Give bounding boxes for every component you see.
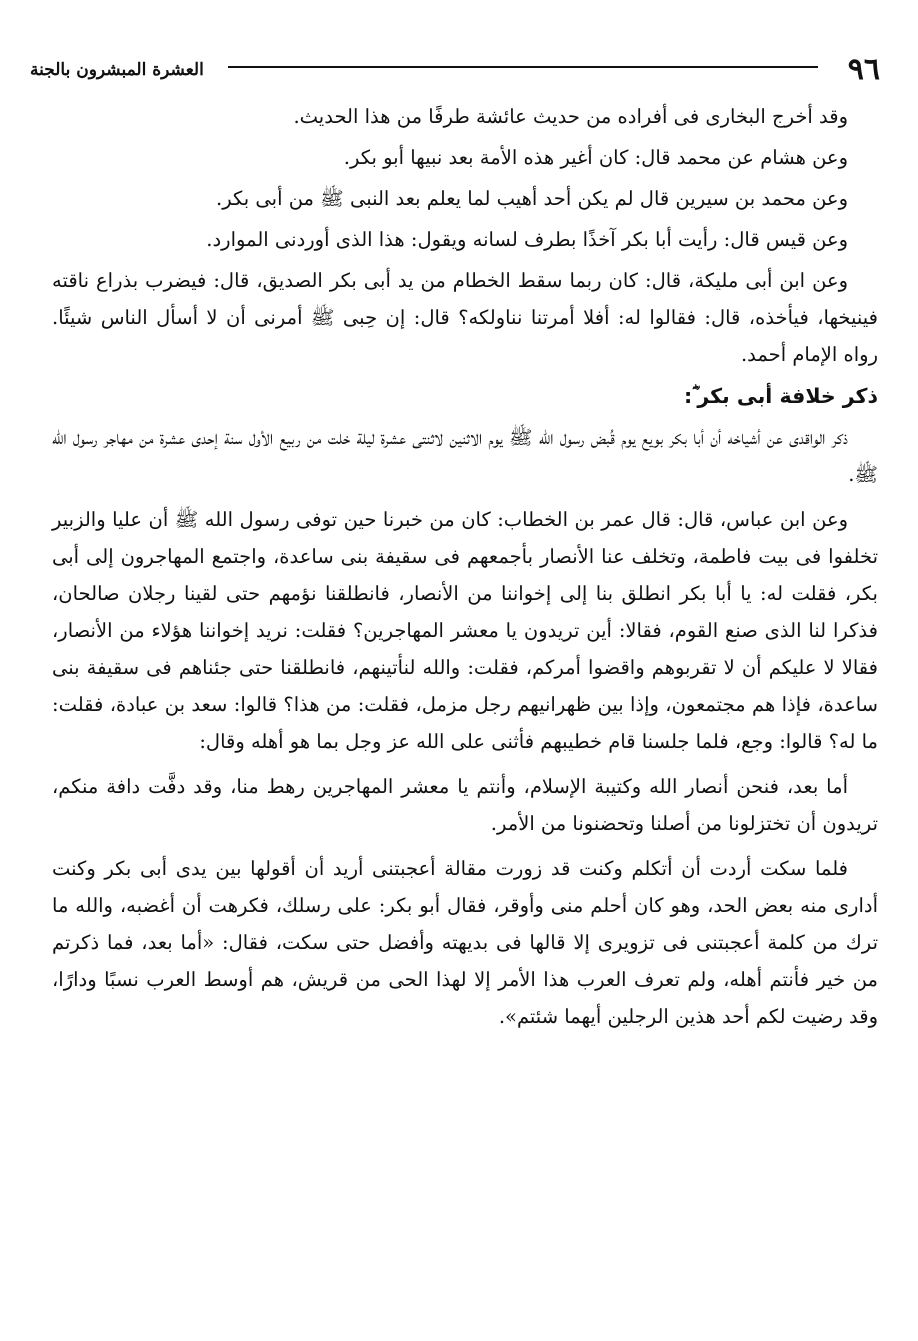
- running-title: العشرة المبشرون بالجنة: [30, 60, 204, 80]
- page-header: [30, 52, 880, 88]
- paragraph: وعن ابن عباس، قال: قال عمر بن الخطاب: كان من خبرنا حين توفى رسول الله ﷺ أن عليا والزبير تخلفوا فى بيت فاطمة، وتخلف عنا الأنصار بأجمعهم فى سقيفة بنى ساعدة، واجتمع المهاجرون إلى أبى بكر، فقلت له: يا أبا بكر انطلق بنا إلى إخواننا من الأنصار، فانطلقنا نؤمهم حتى لقينا رجلان صالحان، فذكرا لنا الذى صنع القوم، فقالا: أين تريدون يا معشر المهاجرين؟ فقلت: نريد إخواننا هؤلاء من الأنصار، فقالا لا عليكم أن لا تقربوهم واقضوا أمركم، فقلت: والله لنأتينهم، فانطلقنا حتى جئناهم فى سقيفة بنى ساعدة، فإذا هم مجتمعون، وإذا بين ظهرانيهم رجل مزمل، فقلت: من هذا؟ قالوا: سعد بن عبادة، فقلت: ما له؟ قالوا: وجع، فلما جلسنا قام خطيبهم فأثنى على الله عز وجل بما هو أهله وقال:: [52, 508, 878, 753]
- paragraph: وعن محمد بن سيرين قال لم يكن أحد أهيب لما يعلم بعد النبى ﷺ من أبى بكر.: [216, 187, 848, 210]
- section-heading: ذكر خلافة أبى بكر ؓ:: [684, 384, 878, 408]
- header-rule: [228, 66, 818, 68]
- paragraph: وعن قيس قال: رأيت أبا بكر آخذًا بطرف لسانه ويقول: هذا الذى أوردنى الموارد.: [206, 228, 848, 251]
- paragraph: وعن ابن أبى مليكة، قال: كان ربما سقط الخطام من يد أبى بكر الصديق، قال: فيضرب بذراع ناقته فينيخها، فيأخذه، قال: فقالوا له: أفلا أمرتنا نناولكه؟ قال: إن حِبى ﷺ أمرنى أن لا أسأل الناس شيئًا. رواه الإمام أحمد.: [52, 269, 878, 366]
- page-body: [52, 98, 878, 1035]
- paragraph: ذكر الواقدى عن أشياخه أن أبا بكر بويع يوم قُبض رسول الله ﷺ يوم الاثنين لاثنتى عشرة ليلة خلت من ربيع الأول سنة إحدى عشرة من مهاجر رسول الله ﷺ.: [52, 426, 878, 486]
- page-number: ٩٦: [847, 52, 880, 87]
- paragraph: وقد أخرج البخارى فى أفراده من حديث عائشة طرفًا من هذا الحديث.: [293, 105, 848, 128]
- paragraph: فلما سكت أردت أن أتكلم وكنت قد زورت مقالة أعجبتنى أريد أن أقولها بين يدى أبى بكر وكنت أدارى منه بعض الحد، وهو كان أحلم منى وأوقر، فقال أبو بكر: على رسلك، فكرهت أن أغضبه، والله ما ترك من كلمة أعجبتنى فى تزويرى إلا قالها فى بديهته وأفضل حتى سكت، فقال: «أما بعد، فما ذكرتم من خير فأنتم أهله، ولم تعرف العرب هذا الأمر إلا لهذا الحى من قريش، هم أوسط العرب نسبًا ودارًا، وقد رضيت لكم أحد هذين الرجلين أيهما شئتم».: [52, 857, 878, 1028]
- paragraph: أما بعد، فنحن أنصار الله وكتيبة الإسلام، وأنتم يا معشر المهاجرين رهط منا، وقد دفَّت دافة منكم، تريدون أن تختزلونا من أصلنا وتحضنونا من الأمر.: [52, 775, 878, 835]
- paragraph: وعن هشام عن محمد قال: كان أغير هذه الأمة بعد نبيها أبو بكر.: [343, 146, 848, 169]
